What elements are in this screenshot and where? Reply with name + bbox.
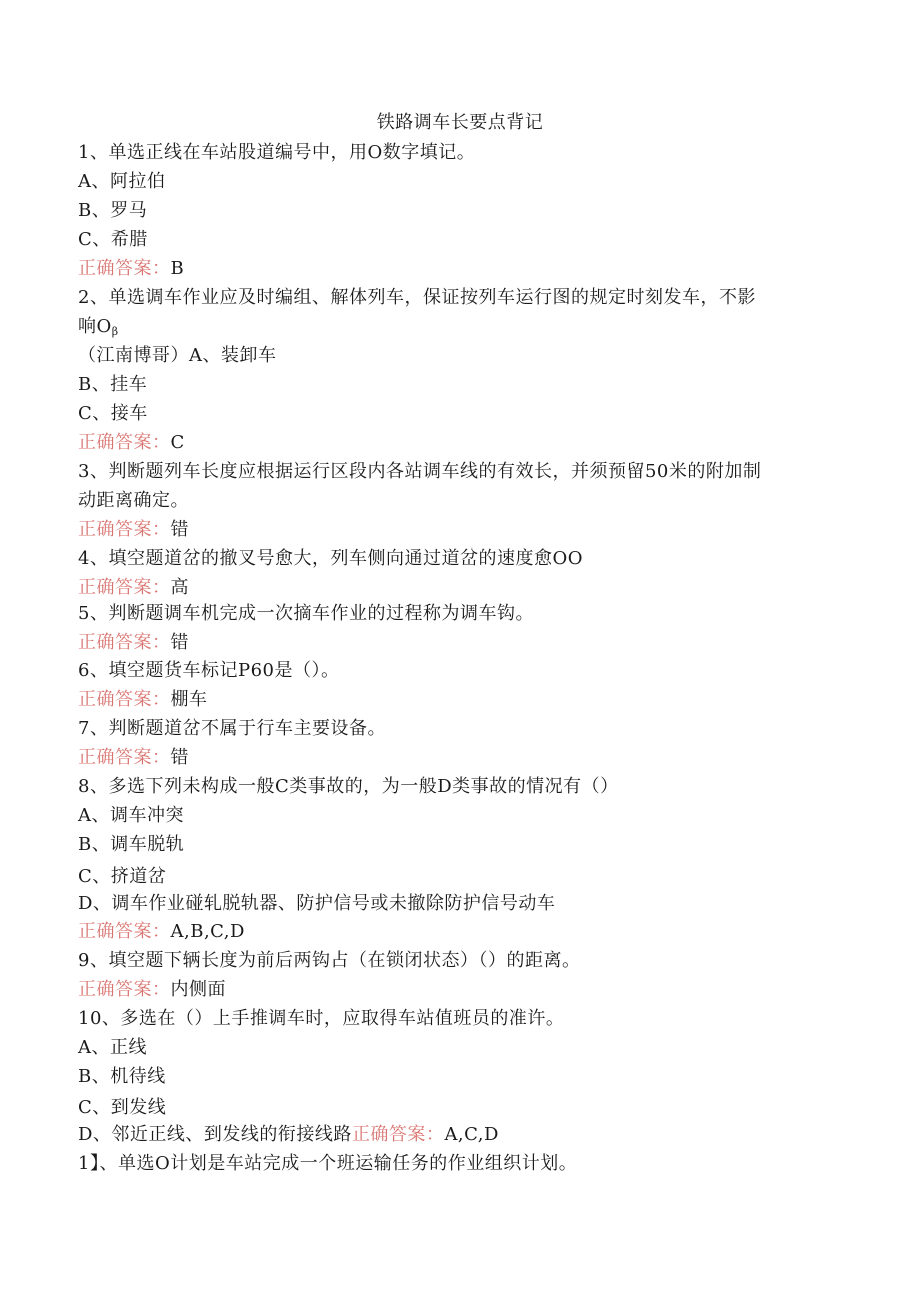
answer-label: 正确答案： <box>78 258 171 279</box>
question-3-cont: 动距离确定。 <box>78 490 189 511</box>
answer-label: 正确答案： <box>351 1124 445 1145</box>
question-5: 5、判断题调车机完成一次摘车作业的过程称为调车钩。 <box>78 603 534 624</box>
answer-value: 错 <box>170 519 189 540</box>
question-11: 1】、单选O计划是车站完成一个班运输任务的作业组织计划。 <box>78 1153 578 1174</box>
document-title: 铁路调车长要点背记 <box>376 112 544 133</box>
question-1: 1、单选正线在车站股道编号中，用O数字填记。 <box>78 142 476 163</box>
answer-value: 内侧面 <box>170 979 226 1000</box>
answer-label: 正确答案： <box>78 577 171 598</box>
answer-value: C <box>170 432 185 453</box>
answer-label: 正确答案： <box>78 747 171 768</box>
answer-label: 正确答案： <box>78 519 171 540</box>
question-9: 9、填空题下辆长度为前后两钩占（在锁闭状态）（）的距离。 <box>78 950 581 971</box>
question-3: 3、判断题列车长度应根据运行区段内各站调车线的有效长，并须预留50米的附加制 <box>78 461 762 482</box>
question-10: 10、多选在（）上手推调车时，应取得车站值班员的准许。 <box>78 1008 565 1029</box>
answer-value: 错 <box>170 632 189 653</box>
answer-value: 高 <box>170 577 189 598</box>
option-d: D、调车作业碰轧脱轨器、防护信号或未撤除防护信号动车 <box>78 893 556 914</box>
option-c: C、到发线 <box>78 1097 167 1118</box>
answer-line <box>78 979 226 1001</box>
option-d: D、邻近正线、到发线的衔接线路 <box>78 1124 352 1145</box>
answer-line <box>78 921 245 943</box>
answer-line <box>78 519 189 541</box>
answer-line <box>78 577 189 599</box>
question-2-cont: 响$O_\beta$ <box>78 316 119 338</box>
answer-label: 正确答案： <box>78 979 171 1000</box>
answer-value: 错 <box>170 747 189 768</box>
option-c: C、接车 <box>78 403 148 424</box>
answer-value: B <box>170 258 185 279</box>
answer-line <box>78 689 208 711</box>
option-b: B、调车脱轨 <box>78 834 185 855</box>
option-b: B、挂车 <box>78 374 148 395</box>
question-4: 4、填空题道岔的撤叉号愈大，列车侧向通过道岔的速度愈OO <box>78 548 583 569</box>
question-6: 6、填空题货车标记P60是（）。 <box>78 660 340 681</box>
answer-line <box>78 258 184 280</box>
answer-line <box>78 632 189 654</box>
option-a: A、阿拉伯 <box>78 171 166 192</box>
subscript-glyph: β <box>111 325 119 338</box>
answer-value: A,B,C,D <box>170 921 245 942</box>
option-c: C、挤道岔 <box>78 866 167 887</box>
option-d-with-answer <box>78 1124 499 1146</box>
option-b: B、罗马 <box>78 200 148 221</box>
answer-label: 正确答案： <box>78 921 171 942</box>
answer-line <box>78 747 189 769</box>
option-a: （江南博哥）A、装卸车 <box>78 345 277 366</box>
answer-label: 正确答案： <box>78 689 171 710</box>
answer-value: A,C,D <box>444 1124 499 1145</box>
answer-label: 正确答案： <box>78 432 171 453</box>
question-7: 7、判断题道岔不属于行车主要设备。 <box>78 718 386 739</box>
answer-value: 棚车 <box>170 689 208 710</box>
question-8: 8、多选下列未构成一般C类事故的，为一般D类事故的情况有（） <box>78 776 619 797</box>
option-b: B、机待线 <box>78 1066 166 1087</box>
option-a: A、调车冲突 <box>78 805 184 826</box>
option-c: C、希腊 <box>78 229 148 250</box>
question-2: 2、单选调车作业应及时编组、解体列车，保证按列车运行图的规定时刻发车，不影 <box>78 287 756 308</box>
option-a: A、正线 <box>78 1037 147 1058</box>
answer-line <box>78 432 185 454</box>
answer-label: 正确答案： <box>78 632 171 653</box>
